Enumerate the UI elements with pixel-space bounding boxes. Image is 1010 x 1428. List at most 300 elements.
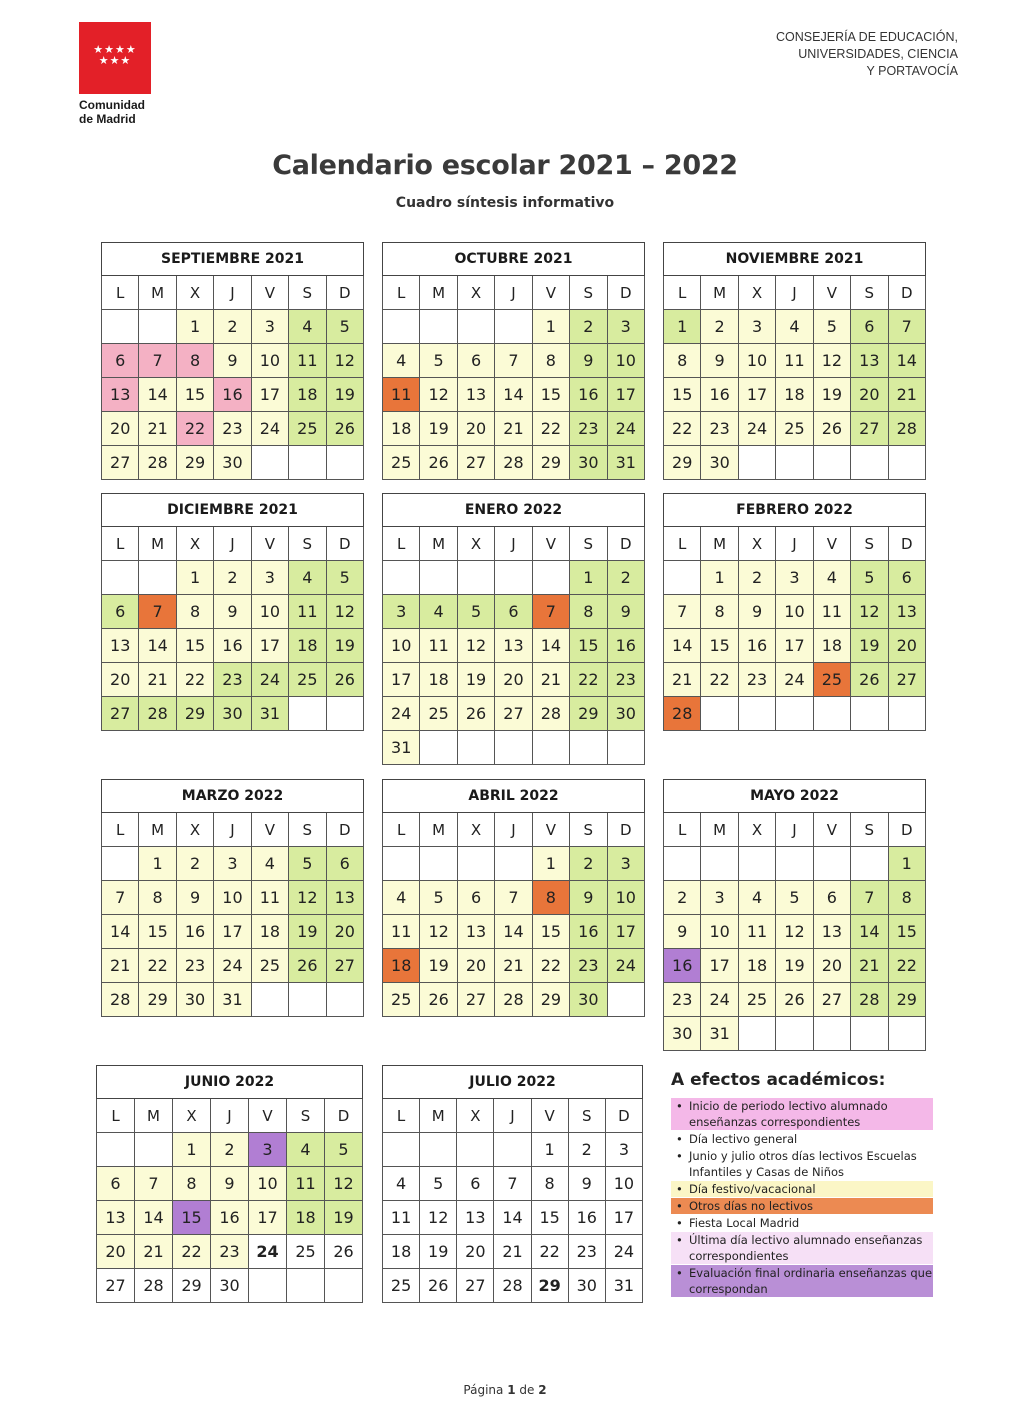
day-cell: 20 [457,1235,494,1269]
day-cell: 2 [214,561,251,595]
day-cell: 14 [494,1201,531,1235]
empty-day [251,983,288,1017]
empty-day [664,847,701,881]
day-cell: 12 [420,1201,457,1235]
day-cell: 19 [813,378,850,412]
day-cell: 8 [701,595,738,629]
weekday-header: D [607,276,644,310]
day-cell: 12 [420,378,457,412]
weekday-header: M [701,813,738,847]
day-cell: 11 [383,378,420,412]
weekday-header: S [851,813,888,847]
page-subtitle: Cuadro síntesis informativo [395,195,615,211]
day-cell: 21 [135,1235,173,1269]
day-cell: 8 [176,595,213,629]
weekday-header: J [214,527,251,561]
day-cell: 31 [251,697,288,731]
day-cell: 13 [326,881,363,915]
legend-item: • Evaluación final ordinaria enseñanzas que correspondan [671,1265,933,1297]
day-cell: 24 [249,1235,287,1269]
month-6 [101,779,364,1017]
day-cell: 3 [607,310,644,344]
empty-day [326,983,363,1017]
day-cell: 12 [457,629,494,663]
day-cell: 16 [214,378,251,412]
day-cell: 27 [457,983,494,1017]
day-cell: 27 [102,446,139,480]
day-cell: 14 [888,344,925,378]
day-cell: 7 [888,310,925,344]
day-cell: 11 [420,629,457,663]
day-cell: 25 [289,412,326,446]
weekday-header: L [102,813,139,847]
day-cell: 25 [776,412,813,446]
day-cell: 7 [664,595,701,629]
empty-day [251,446,288,480]
day-cell: 17 [251,629,288,663]
month-2 [663,242,926,480]
day-cell: 2 [738,561,775,595]
day-cell: 18 [813,629,850,663]
day-cell: 11 [289,344,326,378]
day-cell: 29 [532,446,569,480]
day-cell: 8 [532,344,569,378]
day-cell: 8 [570,595,607,629]
empty-day [701,697,738,731]
empty-day [851,847,888,881]
weekday-header: X [457,813,494,847]
day-cell: 31 [383,731,420,765]
month-name: JUNIO 2022 [97,1066,363,1099]
empty-day [738,446,775,480]
day-cell: 15 [532,378,569,412]
day-cell: 10 [607,344,644,378]
day-cell: 15 [532,915,569,949]
day-cell: 10 [251,344,288,378]
day-cell: 15 [664,378,701,412]
empty-day [888,1017,925,1051]
day-cell: 29 [888,983,925,1017]
weekday-header: D [607,527,644,561]
empty-day [813,446,850,480]
empty-day [607,731,644,765]
day-cell: 29 [664,446,701,480]
day-cell: 17 [383,663,420,697]
weekday-header: L [383,276,420,310]
day-cell: 21 [495,949,532,983]
day-cell: 21 [102,949,139,983]
day-cell: 5 [851,561,888,595]
empty-day [776,1017,813,1051]
empty-day [701,847,738,881]
day-cell: 28 [851,983,888,1017]
weekday-header: L [383,1099,420,1133]
day-cell: 22 [531,1235,568,1269]
day-cell: 2 [211,1133,249,1167]
day-cell: 12 [420,915,457,949]
day-cell: 12 [325,1167,363,1201]
day-cell: 17 [251,378,288,412]
day-cell: 15 [888,915,925,949]
weekday-header: V [251,527,288,561]
day-cell: 31 [214,983,251,1017]
day-cell: 23 [176,949,213,983]
day-cell: 22 [888,949,925,983]
day-cell: 21 [851,949,888,983]
day-cell: 23 [211,1235,249,1269]
month-5 [663,493,926,731]
day-cell: 23 [568,1235,605,1269]
empty-day [97,1133,135,1167]
day-cell: 13 [457,378,494,412]
day-cell: 25 [287,1235,325,1269]
empty-day [289,446,326,480]
empty-day [420,1133,457,1167]
day-cell: 3 [605,1133,642,1167]
month-name: JULIO 2022 [383,1066,643,1099]
day-cell: 29 [570,697,607,731]
community-logo [79,22,151,94]
weekday-header: S [570,276,607,310]
day-cell: 15 [531,1201,568,1235]
weekday-header: S [851,276,888,310]
weekday-header: M [139,813,176,847]
empty-day [457,310,494,344]
day-cell: 11 [289,595,326,629]
day-cell: 22 [176,412,213,446]
day-cell: 17 [249,1201,287,1235]
weekday-header: D [605,1099,642,1133]
day-cell: 13 [102,629,139,663]
day-cell: 23 [701,412,738,446]
weekday-header: V [532,527,569,561]
legend-item: • Fiesta Local Madrid [671,1215,933,1231]
day-cell: 4 [813,561,850,595]
day-cell: 20 [97,1235,135,1269]
day-cell: 23 [214,412,251,446]
day-cell: 19 [420,949,457,983]
day-cell: 21 [532,663,569,697]
weekday-header: X [457,276,494,310]
day-cell: 16 [664,949,701,983]
day-cell: 10 [383,629,420,663]
weekday-header: J [776,276,813,310]
legend-item: • Inicio de periodo lectivo alumnado enseñanzas correspondientes [671,1098,933,1130]
day-cell: 18 [383,949,420,983]
day-cell: 27 [326,949,363,983]
day-cell: 26 [420,446,457,480]
day-cell: 14 [135,1201,173,1235]
weekday-header: S [287,1099,325,1133]
empty-day [457,847,494,881]
page-footer: Página 1 de 2 [463,1383,547,1397]
day-cell: 20 [102,412,139,446]
empty-day [851,446,888,480]
legend-item: • Otros días no lectivos [671,1198,933,1214]
day-cell: 14 [495,915,532,949]
day-cell: 20 [457,949,494,983]
day-cell: 26 [326,412,363,446]
day-cell: 11 [383,1201,420,1235]
day-cell: 11 [776,344,813,378]
day-cell: 23 [214,663,251,697]
day-cell: 8 [139,881,176,915]
day-cell: 9 [607,595,644,629]
weekday-header: M [420,276,457,310]
legend-item: • Junio y julio otros días lectivos Escuelas Infantiles y Casas de Niños [671,1148,933,1180]
day-cell: 24 [738,412,775,446]
day-cell: 4 [776,310,813,344]
empty-day [383,561,420,595]
day-cell: 21 [139,663,176,697]
day-cell: 19 [420,412,457,446]
day-cell: 24 [776,663,813,697]
day-cell: 25 [383,1269,420,1303]
day-cell: 5 [457,595,494,629]
weekday-header: D [888,813,925,847]
day-cell: 1 [532,310,569,344]
weekday-header: V [813,813,850,847]
empty-day [325,1269,363,1303]
day-cell: 12 [813,344,850,378]
day-cell: 29 [532,983,569,1017]
day-cell: 17 [605,1201,642,1235]
day-cell: 1 [664,310,701,344]
month-name: DICIEMBRE 2021 [102,494,364,527]
day-cell: 5 [289,847,326,881]
day-cell: 26 [326,663,363,697]
weekday-header: X [176,276,213,310]
day-cell: 19 [326,378,363,412]
weekday-header: L [102,276,139,310]
day-cell: 20 [495,663,532,697]
empty-day [102,847,139,881]
empty-day [326,446,363,480]
month-1 [382,242,645,480]
month-8 [663,779,926,1051]
month-9 [96,1065,363,1303]
day-cell: 25 [738,983,775,1017]
day-cell: 13 [457,1201,494,1235]
empty-day [102,310,139,344]
weekday-header: V [532,276,569,310]
day-cell: 18 [776,378,813,412]
day-cell: 4 [289,310,326,344]
empty-day [289,697,326,731]
day-cell: 6 [457,881,494,915]
weekday-header: V [813,527,850,561]
day-cell: 9 [176,881,213,915]
day-cell: 17 [214,915,251,949]
empty-day [738,697,775,731]
weekday-header: L [102,527,139,561]
day-cell: 9 [570,344,607,378]
weekday-header: D [326,813,363,847]
weekday-header: J [495,276,532,310]
day-cell: 16 [738,629,775,663]
day-cell: 22 [701,663,738,697]
day-cell: 8 [531,1167,568,1201]
day-cell: 5 [420,1167,457,1201]
day-cell: 22 [176,663,213,697]
legend-list [671,1098,933,1297]
day-cell: 4 [287,1133,325,1167]
day-cell: 18 [287,1201,325,1235]
weekday-header: V [813,276,850,310]
empty-day [738,1017,775,1051]
day-cell: 25 [383,983,420,1017]
day-cell: 2 [176,847,213,881]
weekday-header: S [851,527,888,561]
day-cell: 27 [888,663,925,697]
day-cell: 4 [251,847,288,881]
day-cell: 2 [570,847,607,881]
empty-day [420,731,457,765]
day-cell: 16 [570,378,607,412]
empty-day [738,847,775,881]
day-cell: 13 [851,344,888,378]
day-cell: 10 [214,881,251,915]
day-cell: 3 [249,1133,287,1167]
day-cell: 25 [383,446,420,480]
day-cell: 13 [813,915,850,949]
day-cell: 27 [851,412,888,446]
day-cell: 20 [813,949,850,983]
weekday-header: D [326,276,363,310]
empty-day [135,1133,173,1167]
day-cell: 16 [214,629,251,663]
day-cell: 28 [139,446,176,480]
day-cell: 18 [383,412,420,446]
day-cell: 25 [813,663,850,697]
day-cell: 9 [664,915,701,949]
day-cell: 2 [214,310,251,344]
weekday-header: L [383,527,420,561]
day-cell: 31 [605,1269,642,1303]
weekday-header: L [664,276,701,310]
day-cell: 14 [664,629,701,663]
day-cell: 14 [102,915,139,949]
day-cell: 5 [420,344,457,378]
day-cell: 5 [326,561,363,595]
month-name: MAYO 2022 [664,780,926,813]
day-cell: 16 [570,915,607,949]
day-cell: 7 [851,881,888,915]
day-cell: 8 [173,1167,211,1201]
day-cell: 15 [173,1201,211,1235]
weekday-header: M [420,1099,457,1133]
day-cell: 13 [97,1201,135,1235]
day-cell: 6 [813,881,850,915]
logo-text: Comunidad de Madrid [79,98,145,126]
month-name: NOVIEMBRE 2021 [664,243,926,276]
day-cell: 29 [176,697,213,731]
day-cell: 4 [738,881,775,915]
day-cell: 26 [851,663,888,697]
day-cell: 10 [701,915,738,949]
day-cell: 21 [494,1235,531,1269]
day-cell: 26 [776,983,813,1017]
day-cell: 12 [289,881,326,915]
day-cell: 15 [176,378,213,412]
day-cell: 2 [701,310,738,344]
day-cell: 17 [776,629,813,663]
empty-day [776,697,813,731]
weekday-header: X [738,813,775,847]
weekday-header: X [176,527,213,561]
empty-day [776,847,813,881]
day-cell: 28 [888,412,925,446]
day-cell: 25 [289,663,326,697]
month-name: OCTUBRE 2021 [383,243,645,276]
day-cell: 7 [135,1167,173,1201]
day-cell: 26 [325,1235,363,1269]
weekday-header: D [325,1099,363,1133]
day-cell: 16 [701,378,738,412]
day-cell: 5 [420,881,457,915]
empty-day [495,310,532,344]
day-cell: 19 [776,949,813,983]
day-cell: 11 [251,881,288,915]
empty-day [457,731,494,765]
day-cell: 6 [457,344,494,378]
empty-day [570,731,607,765]
empty-day [289,983,326,1017]
day-cell: 27 [457,446,494,480]
day-cell: 29 [176,446,213,480]
weekday-header: X [738,527,775,561]
day-cell: 30 [211,1269,249,1303]
month-name: ENERO 2022 [383,494,645,527]
day-cell: 26 [420,983,457,1017]
day-cell: 2 [607,561,644,595]
weekday-header: V [532,813,569,847]
month-name: ABRIL 2022 [383,780,645,813]
day-cell: 15 [570,629,607,663]
day-cell: 6 [495,595,532,629]
month-name: MARZO 2022 [102,780,364,813]
day-cell: 30 [701,446,738,480]
empty-day [776,446,813,480]
weekday-header: V [251,813,288,847]
day-cell: 24 [605,1235,642,1269]
day-cell: 28 [664,697,701,731]
day-cell: 6 [326,847,363,881]
day-cell: 31 [701,1017,738,1051]
day-cell: 27 [813,983,850,1017]
day-cell: 28 [495,446,532,480]
weekday-header: L [97,1099,135,1133]
day-cell: 19 [326,629,363,663]
weekday-header: D [607,813,644,847]
day-cell: 7 [495,344,532,378]
empty-day [664,561,701,595]
day-cell: 7 [139,344,176,378]
empty-day [813,847,850,881]
day-cell: 31 [607,446,644,480]
day-cell: 7 [139,595,176,629]
month-7 [382,779,645,1017]
day-cell: 1 [570,561,607,595]
day-cell: 29 [531,1269,568,1303]
legend-item: • Última día lectivo alumnado enseñanzas correspondientes [671,1232,933,1264]
weekday-header: S [289,813,326,847]
day-cell: 28 [139,697,176,731]
weekday-header: X [457,1099,494,1133]
day-cell: 7 [532,595,569,629]
empty-day [851,697,888,731]
weekday-header: X [738,276,775,310]
